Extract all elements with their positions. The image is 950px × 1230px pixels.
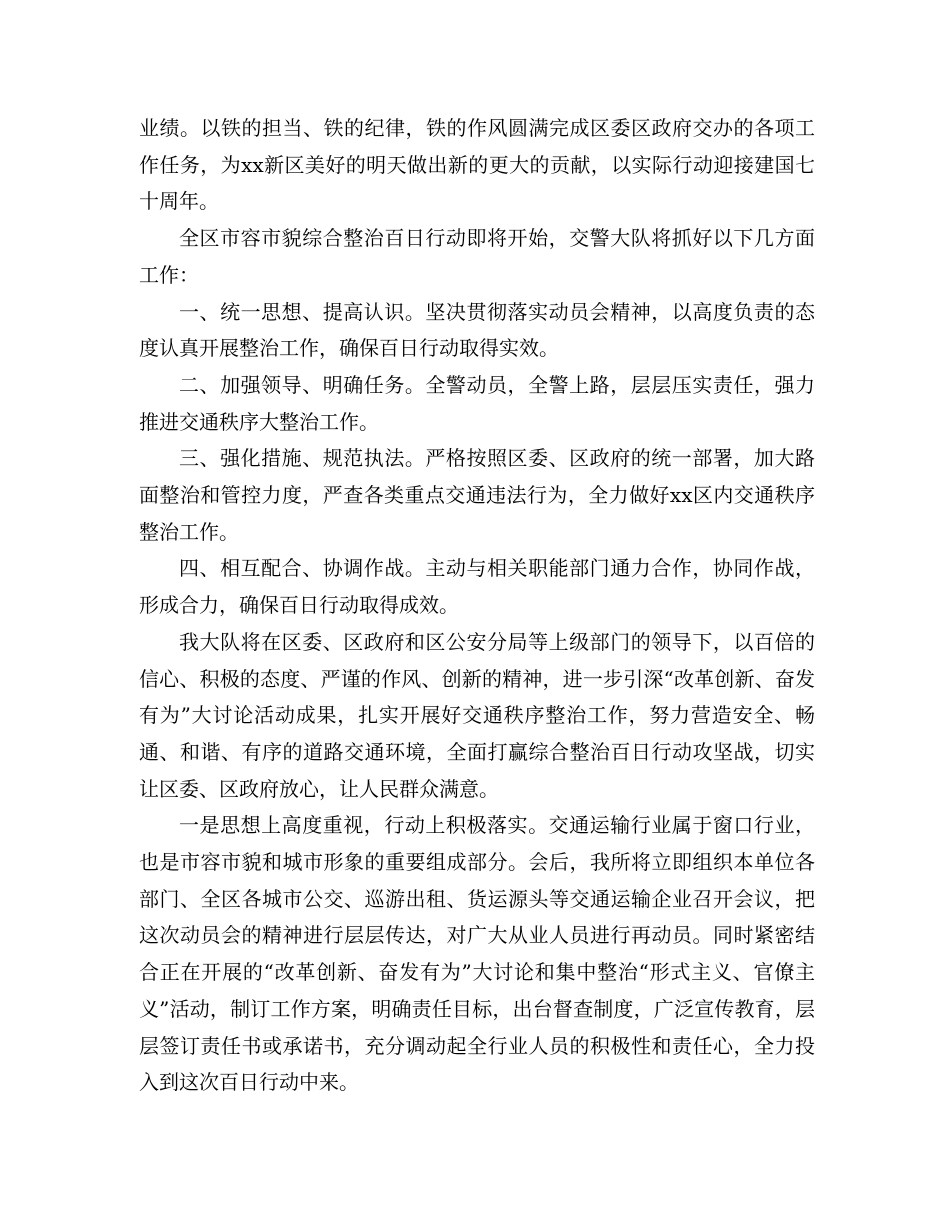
paragraph-4: 二、加强领导、明确任务。全警动员，全警上路，层层压实责任，强力推进交通秩序大整治工作。 [139,372,815,434]
paragraph-6: 四、相互配合、协调作战。主动与相关职能部门通力合作，协同作战，形成合力，确保百日行动取得成效。 [139,556,815,618]
paragraph-7: 我大队将在区委、区政府和区公安分局等上级部门的领导下，以百倍的信心、积极的态度、严谨的作风、创新的精神，进一步引深“改革创新、奋发有为”大讨论活动成果，扎实开展好交通秩序整治工作，努力营造安全、畅通、和谐、有序的道路交通环境，全面打赢综合整治百日行动攻坚战，切实让区委、区政府放心，让人民群众满意。 [139,629,815,801]
document-body [139,110,815,1101]
paragraph-5: 三、强化措施、规范执法。严格按照区委、区政府的统一部署，加大路面整治和管控力度，严查各类重点交通违法行为，全力做好xx区内交通秩序整治工作。 [139,446,815,544]
paragraph-1: 业绩。以铁的担当、铁的纪律，铁的作风圆满完成区委区政府交办的各项工作任务，为xx新区美好的明天做出新的更大的贡献，以实际行动迎接建国七十周年。 [139,116,815,214]
paragraph-2: 全区市容市貌综合整治百日行动即将开始，交警大队将抓好以下几方面工作： [139,226,815,287]
paragraph-3: 一、统一思想、提高认识。坚决贯彻落实动员会精神，以高度负责的态度认真开展整治工作，确保百日行动取得实效。 [139,299,815,361]
paragraph-8: 一是思想上高度重视，行动上积极落实。交通运输行业属于窗口行业，也是市容市貌和城市形象的重要组成部分。会后，我所将立即组织本单位各部门、全区各城市公交、巡游出租、货运源头等交通运输企业召开会议，把这次动员会的精神进行层层传达，对广大从业人员进行再动员。同时紧密结合正在开展的“改革创新、奋发有为”大讨论和集中整治“形式主义、官僚主义”活动，制订工作方案，明确责任目标，出台督查制度，广泛宣传教育，层层签订责任书或承诺书，充分调动起全行业人员的积极性和责任心，全力投入到这次百日行动中来。 [139,813,815,1095]
